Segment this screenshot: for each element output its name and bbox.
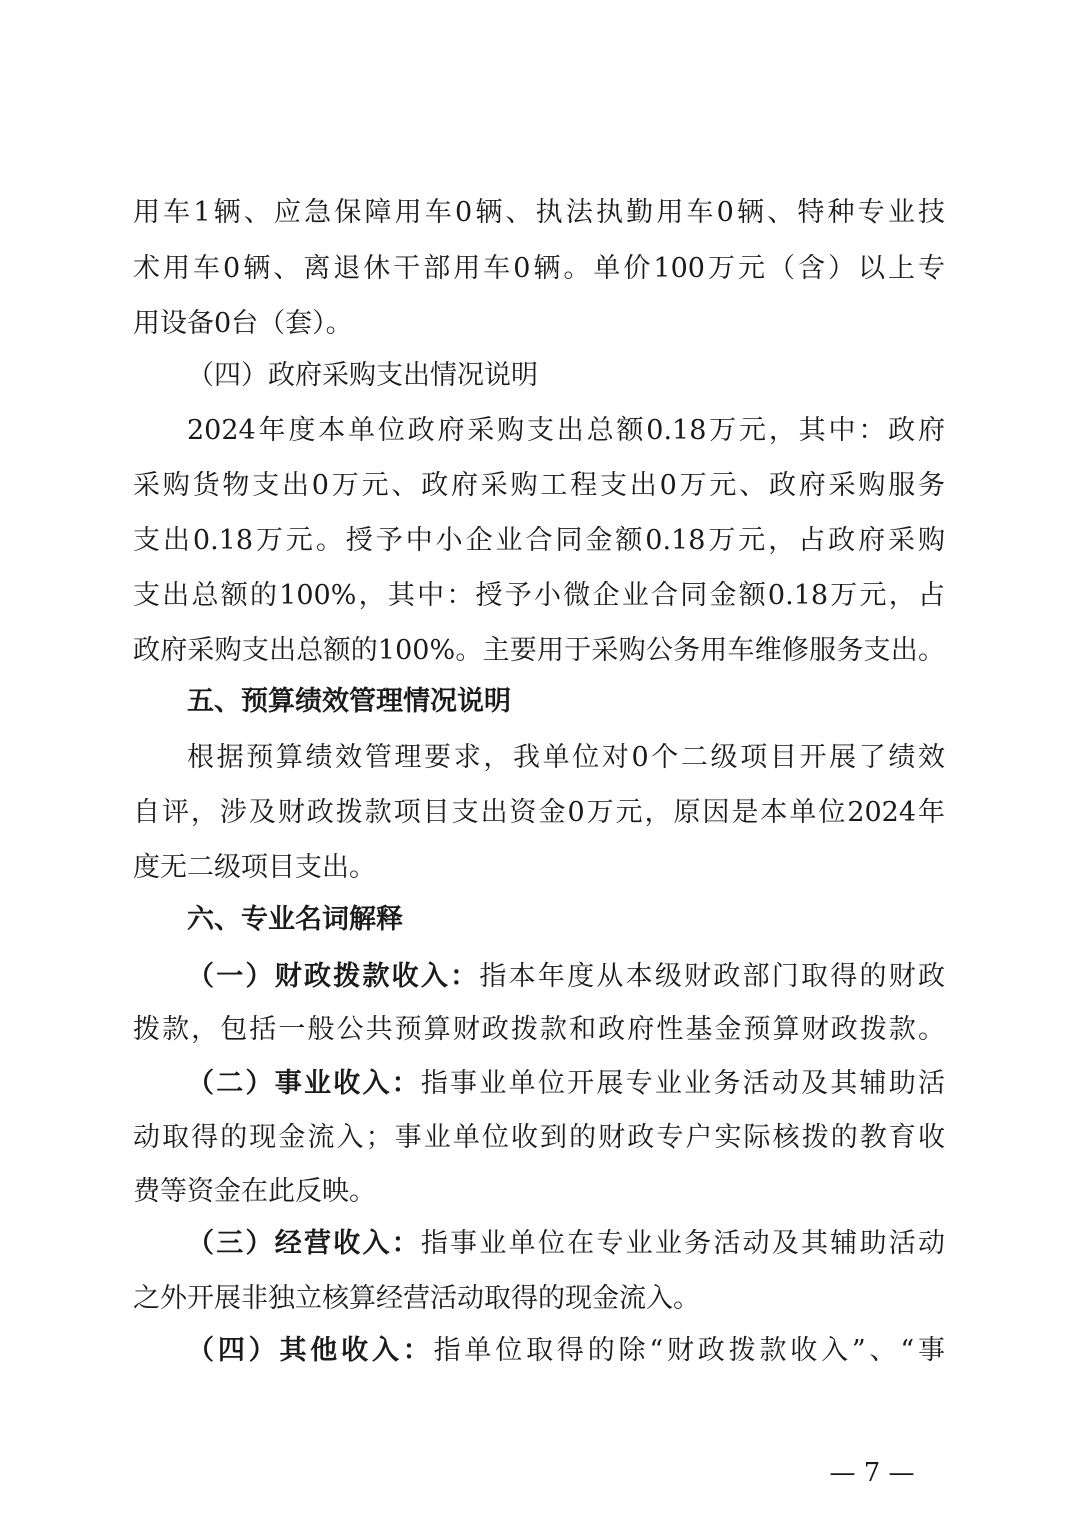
- term-definition: 指事业单位开展专业业务活动及其辅助活: [420, 1068, 945, 1099]
- term-label: （三）经营收入：: [187, 1228, 421, 1259]
- body-line: 采购货物支出0万元、政府采购工程支出0万元、政府采购服务: [133, 470, 945, 501]
- definition-line: [187, 1064, 945, 1104]
- definition-line: [187, 957, 945, 997]
- page-number: — 7 —: [829, 1458, 915, 1488]
- body-line: 动取得的现金流入；事业单位收到的财政专户实际核拨的教育收: [133, 1122, 945, 1153]
- section-heading: 六、专业名词解释: [187, 904, 403, 935]
- body-line: 支出0.18万元。授予中小企业合同金额0.18万元，占政府采购: [133, 525, 945, 556]
- section-heading: 五、预算绩效管理情况说明: [187, 686, 511, 717]
- subsection-heading: （四）政府采购支出情况说明: [187, 360, 538, 391]
- body-line: 2024年度本单位政府采购支出总额0.18万元，其中：政府: [187, 415, 945, 446]
- body-line: 费等资金在此反映。: [133, 1176, 376, 1207]
- term-label: （四）其他收入：: [187, 1335, 434, 1366]
- body-line: 术用车0辆、离退休干部用车0辆。单价100万元（含）以上专: [133, 253, 945, 284]
- definition-line: [187, 1224, 945, 1264]
- body-line: 之外开展非独立核算经营活动取得的现金流入。: [133, 1283, 700, 1314]
- body-line: 用车1辆、应急保障用车0辆、执法执勤用车0辆、特种专业技: [133, 197, 945, 228]
- term-label: （一）财政拨款收入：: [187, 961, 480, 992]
- term-definition: 指事业单位在专业业务活动及其辅助活动: [420, 1228, 945, 1259]
- body-line: 根据预算绩效管理要求，我单位对0个二级项目开展了绩效: [187, 742, 945, 773]
- body-line: 自评，涉及财政拨款项目支出资金0万元，原因是本单位2024年: [133, 797, 945, 828]
- body-line: 支出总额的100%，其中：授予小微企业合同金额0.18万元，占: [133, 580, 945, 611]
- body-line: 度无二级项目支出。: [133, 852, 376, 883]
- body-line: 用设备0台（套）。: [133, 308, 353, 339]
- term-definition: 指本年度从本级财政部门取得的财政: [479, 961, 945, 992]
- definition-line: [187, 1331, 945, 1371]
- body-line: 政府采购支出总额的100%。主要用于采购公务用车维修服务支出。: [133, 635, 945, 666]
- body-line: 拨款，包括一般公共预算财政拨款和政府性基金预算财政拨款。: [133, 1014, 945, 1045]
- term-label: （二）事业收入：: [187, 1068, 421, 1099]
- term-definition: 指单位取得的除“财政拨款收入”、“事: [433, 1335, 945, 1366]
